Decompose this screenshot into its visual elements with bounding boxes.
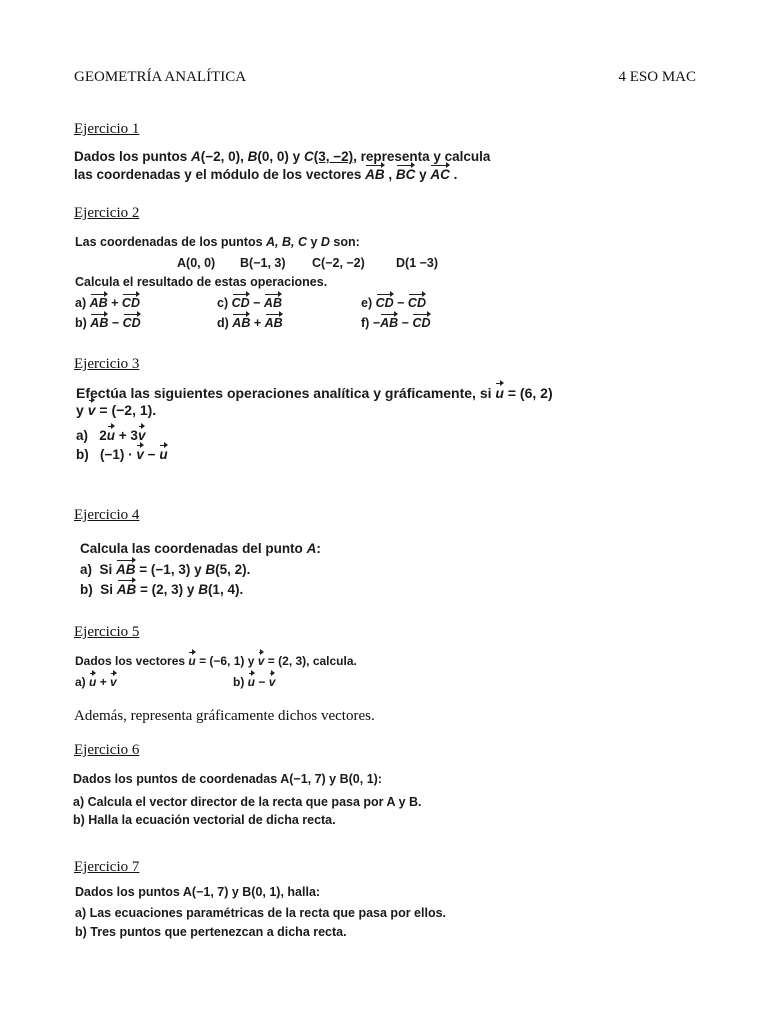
vector-v: v: [257, 654, 265, 668]
exercise-1-line-2: [74, 167, 490, 182]
vector-u: u: [188, 654, 196, 668]
course-label: 4 ESO MAC: [618, 69, 696, 85]
item-label: b): [80, 582, 93, 597]
separator: ,: [384, 167, 396, 182]
exercise-5-text-part: Dados los vectores: [75, 654, 189, 668]
exercise-7-intro: Dados los puntos A(−1, 7) y B(0, 1), halla:: [75, 885, 321, 899]
point-b-coord: (0, 0) y: [257, 149, 304, 164]
vector-ab: AB: [89, 296, 108, 310]
vector-v: v: [87, 402, 96, 418]
exercise-2-intro: [75, 235, 360, 249]
exercise-3-text: [76, 385, 553, 418]
exercise-7-heading: Ejercicio 7: [74, 859, 140, 875]
vector-cd: CD: [375, 296, 394, 310]
item-label: f): [361, 316, 370, 330]
point-b: B: [198, 582, 208, 597]
exercise-3-line-1: [76, 385, 553, 401]
operator: −: [255, 675, 269, 689]
document-title: GEOMETRÍA ANALÍTICA: [74, 69, 247, 85]
vector-u-value: = (6, 2): [503, 385, 553, 401]
exercise-5-item-a: [75, 675, 117, 689]
point-d-value: D(1 −3): [396, 256, 439, 270]
exercise-4-text-part: Calcula las coordenadas del punto: [80, 541, 307, 556]
exercise-7-item-a: a) Las ecuaciones paramétricas de la recta que pasa por ellos.: [75, 906, 447, 920]
item-label: b): [233, 675, 245, 689]
vector-u: u: [247, 675, 256, 689]
point-b: B: [205, 562, 216, 577]
exercise-4-heading: Ejercicio 4: [74, 507, 140, 523]
vector-u: u: [106, 428, 116, 443]
vector-v-value: = (−2, 1).: [95, 402, 157, 418]
vector-cd: CD: [122, 316, 141, 330]
item-label: b): [76, 447, 89, 462]
exercise-1-heading: Ejercicio 1: [74, 121, 140, 137]
operator: −: [398, 316, 413, 330]
operator: −: [393, 296, 408, 310]
exercise-1-text-part: Dados los puntos: [74, 149, 192, 164]
point-b: B: [247, 149, 258, 164]
point-a: A: [306, 541, 317, 556]
vector-u: u: [159, 447, 168, 462]
exercise-3-item-a: [76, 428, 145, 443]
points-abc: A, B, C: [266, 235, 307, 249]
exercise-2-heading: Ejercicio 2: [74, 205, 140, 221]
exercise-1-text: [74, 149, 490, 182]
vector-u: u: [89, 675, 97, 689]
exercise-2-text-part: Las coordenadas de los puntos: [75, 235, 267, 249]
point-a: A: [191, 149, 201, 164]
item-label: b): [75, 316, 87, 330]
operator: +: [96, 675, 111, 689]
point-c-value: C(−2, −2): [312, 256, 365, 270]
exercise-2-item-f: [361, 316, 431, 330]
vector-ab: AB: [365, 167, 385, 182]
vector-cd: CD: [121, 296, 140, 310]
operator: −: [108, 316, 123, 330]
exercise-2-item-b: [75, 316, 141, 330]
exercise-6-heading: Ejercicio 6: [74, 742, 140, 758]
vector-u: u: [495, 385, 504, 401]
vector-ab-value: = (2, 3) y: [136, 582, 199, 597]
exercise-3-text-part: Efectúa las siguientes operaciones analítica y gráficamente, si: [76, 385, 496, 401]
vector-v-value: = (2, 3), calcula.: [264, 654, 357, 668]
exercise-1-text-part: las coordenadas y el módulo de los vectores: [74, 167, 366, 182]
separator: y: [415, 167, 431, 182]
exercise-3-line-2: [76, 402, 553, 418]
exercise-6-item-a: a) Calcula el vector director de la recta que pasa por A y B.: [73, 795, 422, 809]
item-label: a): [75, 296, 87, 310]
vector-ab: AB: [380, 316, 399, 330]
exercise-2-item-a: [75, 296, 140, 310]
point-a-value: A(0, 0): [177, 256, 216, 270]
exercise-1-line-1: [74, 149, 490, 164]
vector-cd: CD: [231, 296, 250, 310]
vector-bc: BC: [395, 167, 416, 182]
operator: +: [107, 296, 122, 310]
exercise-2-text-part: son:: [329, 235, 360, 249]
point-c: C: [303, 149, 314, 164]
vector-ab: AB: [232, 316, 251, 330]
vector-cd: CD: [407, 296, 426, 310]
operator: −: [143, 447, 160, 462]
item-label: c): [217, 296, 229, 310]
vector-v: v: [110, 675, 117, 689]
vector-v: v: [136, 447, 144, 462]
exercise-3-heading: Ejercicio 3: [74, 356, 140, 372]
exercise-5-intro: [75, 654, 357, 668]
vector-ab: AB: [90, 316, 109, 330]
vector-v: v: [268, 675, 276, 689]
vector-ab: AB: [263, 296, 282, 310]
item-label: a): [75, 675, 86, 689]
vector-v: v: [137, 428, 146, 443]
exercise-5-extra: Además, representa gráficamente dichos vectores.: [74, 708, 375, 724]
separator: :: [316, 541, 321, 556]
point-b-coord: (1, 4).: [207, 582, 244, 597]
exercise-1-text-part: , representa y calcula: [353, 149, 491, 164]
point-d: D: [320, 235, 330, 249]
vector-ab: AB: [116, 562, 136, 577]
vector-u-value: = (−6, 1) y: [195, 654, 258, 668]
exercise-5-item-b: [233, 675, 275, 689]
exercise-4-intro: [80, 541, 321, 556]
exercise-6-item-b: b) Halla la ecuación vectorial de dicha recta.: [73, 813, 336, 827]
item-label: d): [217, 316, 229, 330]
exercise-7-item-b: b) Tres puntos que pertenezcan a dicha recta.: [75, 925, 347, 939]
item-label: e): [361, 296, 373, 310]
operator: +: [250, 316, 265, 330]
exercise-3-text-part: y: [76, 402, 88, 418]
exercise-6-intro: Dados los puntos de coordenadas A(−1, 7) y B(0, 1):: [73, 772, 382, 786]
vector-cd: CD: [412, 316, 431, 330]
item-label: a): [76, 428, 89, 443]
exercise-2-calc: Calcula el resultado de estas operaciones.: [75, 275, 328, 289]
exercise-4-text-part: Si: [99, 562, 117, 577]
exercise-2-item-c: [217, 296, 282, 310]
exercise-4-item-b: [80, 582, 243, 597]
exercise-2-text-part: y: [307, 235, 321, 249]
point-a-coord: (−2, 0),: [200, 149, 248, 164]
operator: + 3: [115, 428, 138, 443]
exercise-3-item-b: [76, 447, 168, 462]
exercise-2-item-d: [217, 316, 283, 330]
vector-ab: AB: [264, 316, 283, 330]
vector-ab-value: = (−1, 3) y: [135, 562, 206, 577]
exercise-2-item-e: [361, 296, 426, 310]
vector-ab: AB: [116, 582, 137, 597]
exercise-4-item-a: [80, 562, 250, 577]
item-label: a): [80, 562, 93, 577]
operator: −: [372, 316, 381, 330]
operator: −: [249, 296, 264, 310]
coefficient: (−1) ·: [100, 447, 137, 462]
exercise-5-heading: Ejercicio 5: [74, 624, 140, 640]
separator: .: [449, 167, 458, 182]
point-b-coord: (5, 2).: [215, 562, 251, 577]
point-c-coord: (3, −2): [313, 149, 354, 164]
vector-ac: AC: [430, 167, 450, 182]
point-b-value: B(−1, 3): [240, 256, 286, 270]
exercise-4-text-part: Si: [100, 582, 117, 597]
coefficient: 2: [99, 428, 107, 443]
